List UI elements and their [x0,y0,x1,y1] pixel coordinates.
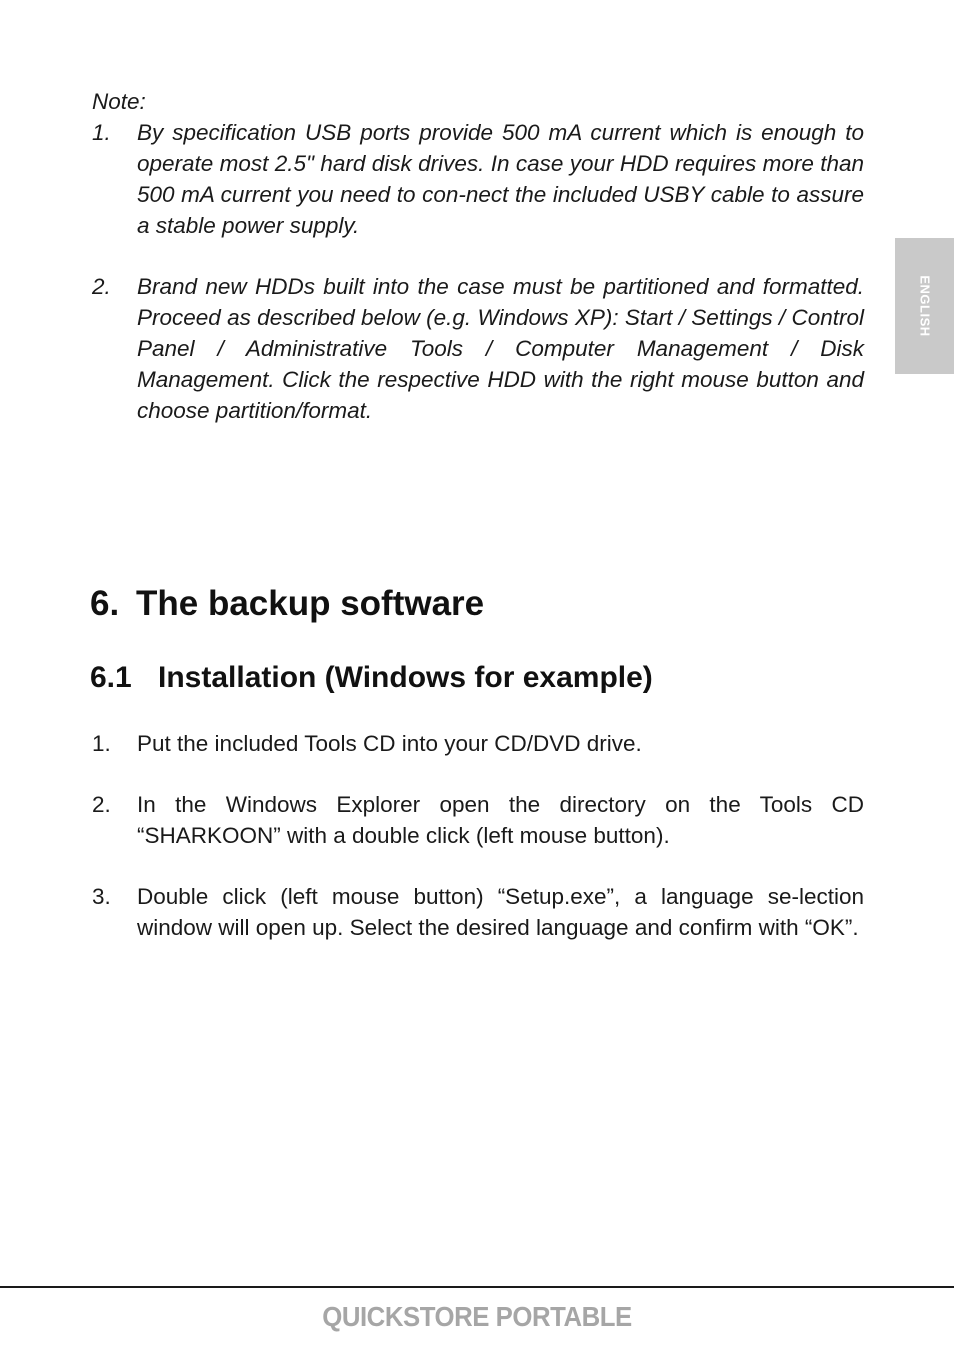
note-item-1 [92,117,864,241]
section-title: The backup software [136,584,485,623]
section-number: 6. [90,584,120,623]
step-item-1 [92,728,864,759]
step-item-2 [92,789,864,851]
step-item-3 [92,881,864,943]
note-item-text: By specification USB ports provide 500 mA current which is enough to operate most 2.5" hard disk drives. In case your HDD requires more than 500 mA current you need to con-nect the included USBY cable to assure a stable power supply. [137,120,864,238]
step-text: Double click (left mouse button) “Setup.exe”, a language se-lection window will open up. Select the desired language and confirm with “OK”. [137,884,864,940]
language-tab-label: ENGLISH [917,275,932,337]
footer-product-title: QUICKSTORE PORTABLE [322,1301,632,1332]
note-label: Note: [92,89,146,114]
step-number: 1. [92,731,111,756]
note-item-number: 2. [92,274,111,299]
installation-steps [92,728,864,943]
step-text: In the Windows Explorer open the directory on the Tools CD “SHARKOON” with a double click (left mouse button). [137,792,864,848]
subsection-heading [90,658,653,698]
note-item-2 [92,271,864,426]
subsection-number: 6.1 [90,661,132,694]
steps-list [92,728,864,943]
step-number: 2. [92,792,111,817]
note-block [92,86,864,426]
note-item-text: Brand new HDDs built into the case must be partitioned and formatted. Proceed as described below (e.g. Windows XP): Start / Settings / Control Panel / Administrative Tools / Computer Management / Disk Management. Click the respective HDD with the right mouse button and choose partition/format. [137,274,864,423]
step-number: 3. [92,884,111,909]
step-text: Put the included Tools CD into your CD/DVD drive. [137,731,642,756]
note-item-number: 1. [92,120,111,145]
language-tab [895,238,954,374]
section-heading [90,582,484,626]
subsection-title: Installation (Windows for example) [158,661,653,694]
note-list [92,117,864,426]
footer-divider [0,1286,954,1288]
